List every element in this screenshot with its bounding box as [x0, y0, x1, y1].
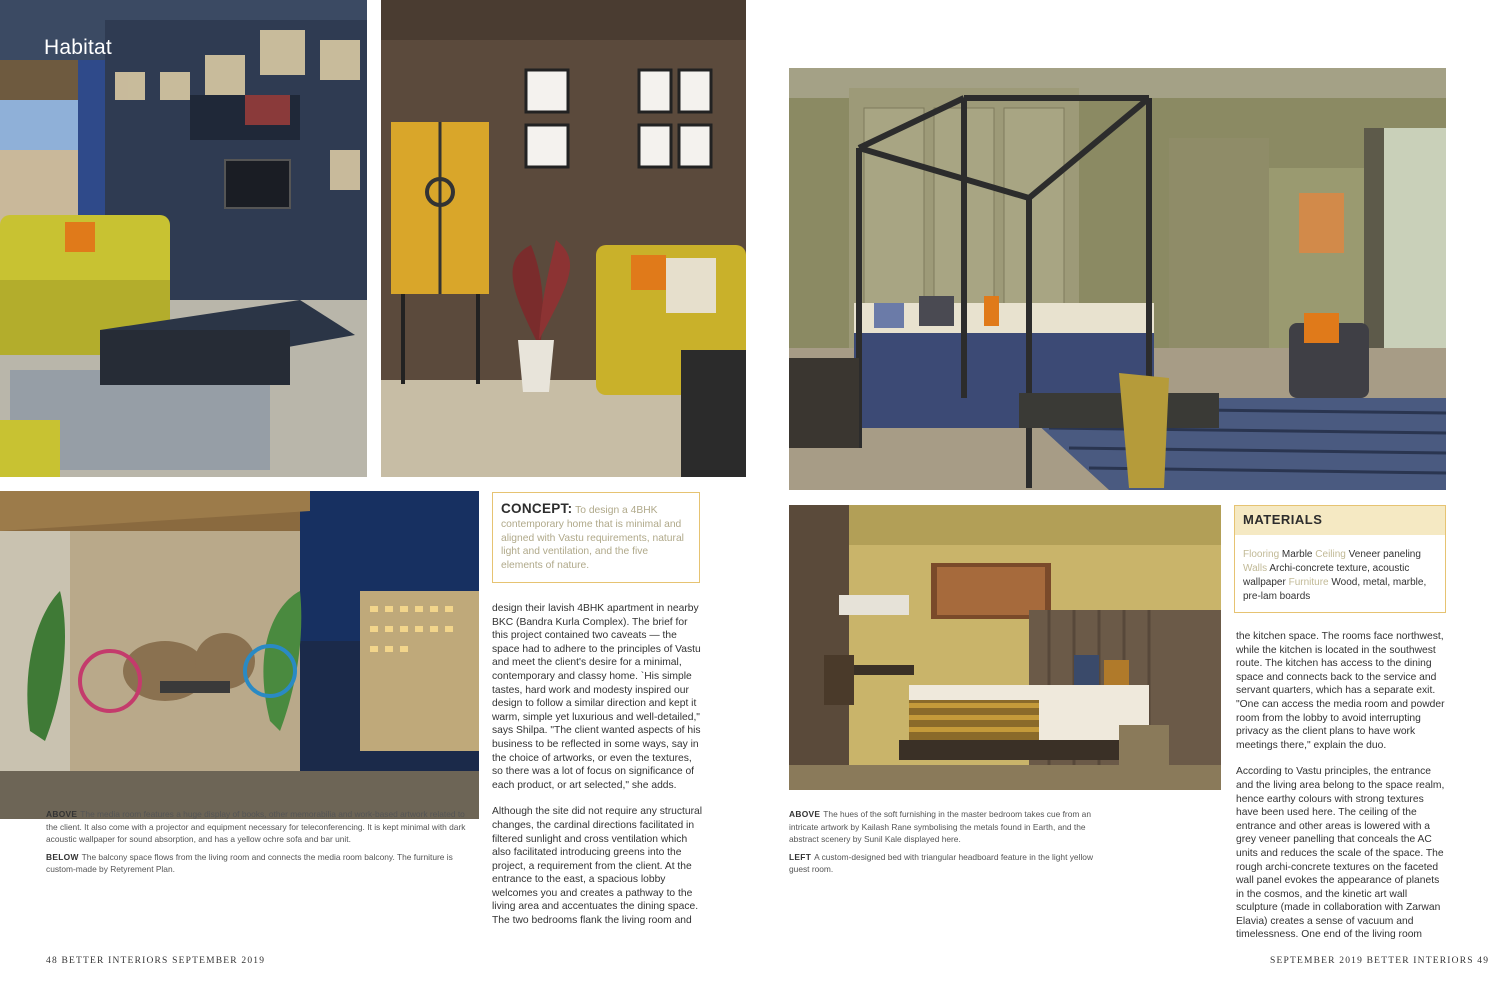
materials-list [1235, 535, 1445, 604]
concept-text: To design a 4BHK contemporary home that is minimal and aligned with Vastu requirements, natural light and ventilation, and the five elements of nature. [501, 505, 684, 572]
materials-ceiling-label: Ceiling [1315, 549, 1346, 560]
caption-media-room [46, 808, 478, 846]
master-bedroom-photo [789, 68, 1446, 490]
caption-text-above: The media room features a huge display of books, other memorabilia and work-based artwork related to the client. It also come with a projector and equipment necessary for teleconferencing. It is kept minimal with dark acoustic wallpaper for sound absorption, and has a yellow ochre sofa and bar unit. [46, 809, 466, 845]
article-paragraph: the kitchen space. The rooms face northwest, while the kitchen is located in the southwest route. The kitchen has access to the dining space and connects back to the service and servant quarters, which has a separate exit. "One can access the media room and powder room from the lobby to avoid interrupting privacy as the client plans to have work meetings there," explain the duo. [1236, 631, 1445, 751]
concept-title: CONCEPT: [501, 501, 573, 516]
caption-label-below: BELOW [46, 851, 79, 862]
materials-furniture: Wood, metal, marble, pre-lam boards [1243, 576, 1427, 602]
section-label: Habitat [44, 36, 112, 59]
caption-master-bedroom [789, 808, 1109, 846]
caption-guest-room [789, 851, 1109, 876]
materials-ceiling: Veneer paneling [1348, 549, 1421, 560]
media-room-photo [0, 0, 367, 477]
balcony-photo [0, 491, 479, 819]
article-paragraph: According to Vastu principles, the entrance and the living area belong to the space realm, hence earthy colours with strong textures have been used here. The ceiling of the entrance and other areas is lowered with a grey veneer panelling that conceals the AC units and reduces the scale of the space. The rough archi-concrete textures on the faceted wall panel evokes the appearance of planets in the cosmos, and the kinetic art wall sculpture (made in collaboration with Zarwan Elavia) creates a sense of vacuum and timelessness. One end of the living room [1236, 766, 1445, 941]
cabinet-photo [381, 0, 746, 477]
concept-text-wrap [501, 502, 691, 573]
materials-furniture-label: Furniture [1288, 576, 1329, 588]
materials-box [1234, 505, 1446, 613]
caption-label-above: ABOVE [46, 809, 78, 819]
caption-right [789, 808, 1109, 881]
materials-walls-label: Walls [1243, 562, 1268, 574]
guest-room-photo [789, 505, 1221, 790]
article-paragraph: Although the site did not require any structural changes, the cardinal directions facilitated in filtered sunlight and cross ventilation which also facilitated introducing greens into the project, a requirement from the client. At the entrance to the east, a spacious lobby welcomes you and creates a pathway to the living area and accentuates the dining space. The two bedrooms flank the living room and [492, 806, 703, 927]
caption-left [46, 808, 478, 881]
caption-text-left: A custom-designed bed with triangular headboard feature in the light yellow guest room. [789, 851, 1094, 875]
article-paragraph: design their lavish 4BHK apartment in nearby BKC (Bandra Kurla Complex). The brief for this project contained two caveats — the space had to adhere to the principles of Vastu and meet the client's desire for a minimal, contemporary and classy home. `His simple tastes, hard work and modesty inspired our design to follow a similar direction and kept it warm, simple yet luxurious and well-detailed," says Shilpa. "The client wanted aspects of his business to be reflected in some ways, say in the choice of artworks, or even the textures, so there was a lot of focus on significance of each product, or art selected," she adds. [492, 603, 701, 791]
folio-left: 48 BETTER INTERIORS SEPTEMBER 2019 [46, 956, 266, 966]
materials-title: MATERIALS [1235, 506, 1445, 535]
caption-text-below: The balcony space flows from the living room and connects the media room balcony. The furniture is custom-made by Retyrement Plan. [46, 851, 453, 875]
caption-balcony [46, 851, 478, 876]
caption-label-left: LEFT [789, 851, 812, 862]
materials-walls: Archi-concrete texture, acoustic wallpaper [1243, 562, 1410, 588]
materials-flooring: Marble [1281, 549, 1313, 560]
caption-text-above: The hues of the soft furnishing in the master bedroom takes cue from an intricate artwork by Kailash Rane symbolising the metals found in Earth, and the abstract scenery by Sunil Kale displayed here. [789, 809, 1091, 845]
article-column-2 [1236, 630, 1448, 955]
concept-box [492, 492, 700, 583]
caption-label-above: ABOVE [789, 809, 821, 819]
folio-right: SEPTEMBER 2019 BETTER INTERIORS 49 [1270, 956, 1490, 966]
article-column-1 [492, 602, 704, 941]
materials-flooring-label: Flooring [1243, 549, 1280, 560]
